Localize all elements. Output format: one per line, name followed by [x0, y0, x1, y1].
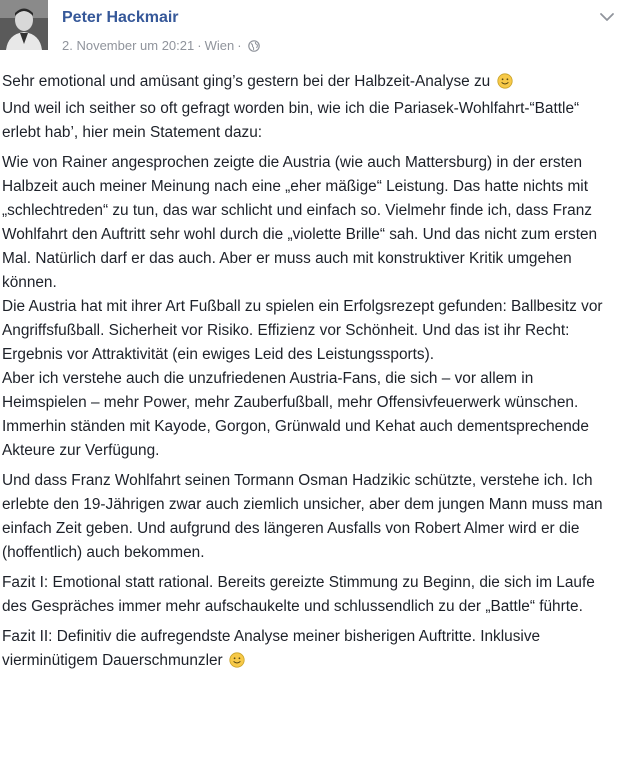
paragraph-text: Sehr emotional und amüsant ging’s gestern bei der Halbzeit-Analyse zu [2, 73, 491, 90]
avatar[interactable] [0, 0, 48, 50]
post-paragraph [2, 151, 616, 295]
post-body [2, 70, 616, 682]
paragraph-text: Und dass Franz Wohlfahrt seinen Tormann Osman Hadzikic schützte, verstehe ich. Ich erlebte den 19-Jährigen zwar auch ziemlich unsicher, aber dem jungen Mann muss man einfach Zeit geben. Und aufgrund des längeren Ausfalls von Robert Almer wird er die (hoffentlich) auch bekommen. [2, 472, 603, 561]
post-header [0, 0, 620, 62]
author-name[interactable]: Peter Hackmair [62, 9, 179, 26]
meta-separator: · [197, 38, 202, 53]
post-paragraph [2, 469, 616, 565]
meta-separator-2: · [237, 38, 242, 53]
paragraph-text: Aber ich verstehe auch die unzufriedenen Austria-Fans, die sich – vor allem in Heimspielen – mehr Power, mehr Zauberfußball, mehr Offensivfeuerwerk wünschen. Immerhin ständen mit Kayode, Gorgon, Grünwald und Kehat auch dementsprechende Akteure zur Verfügung. [2, 370, 589, 459]
post-paragraph [2, 367, 616, 463]
paragraph-text: Fazit II: Definitiv die aufregendste Analyse meiner bisherigen Auftritte. Inklusive vierminütigem Dauerschmunzler [2, 628, 541, 669]
paragraph-text-2: Und weil ich seither so oft gefragt worden bin, wie ich die Pariasek-Wohlfahrt-“Battle“ erlebt hab’, hier mein Statement dazu: [2, 100, 580, 141]
paragraph-text: Die Austria hat mit ihrer Art Fußball zu spielen ein Erfolgsrezept gefunden: Ballbesitz vor Angriffsfußball. Sicherheit vor Risiko. Effizienz vor Schönheit. Und das ist ihr Recht: Ergebnis vor Attraktivität (ein ewiges Leid des Leistungssports). [2, 298, 603, 363]
post-paragraph [2, 70, 616, 145]
smiley-icon [229, 652, 245, 676]
paragraph-text: Fazit I: Emotional statt rational. Bereits gereizte Stimmung zu Beginn, die sich im Laufe des Gespräches immer mehr aufschaukelte und schlussendlich zu der „Battle“ führte. [2, 574, 595, 615]
globe-icon[interactable] [248, 40, 260, 55]
post-timestamp[interactable]: 2. November um 20:21 [62, 38, 195, 53]
post-location[interactable]: Wien [204, 38, 235, 53]
smiley-icon [497, 73, 513, 97]
chevron-down-icon[interactable] [598, 10, 616, 24]
post-meta [62, 38, 260, 55]
post-paragraph [2, 625, 616, 676]
post-paragraph [2, 295, 616, 367]
paragraph-text: Wie von Rainer angesprochen zeigte die Austria (wie auch Mattersburg) in der ersten Halbzeit auch meiner Meinung nach eine „eher mäßige“ Leistung. Das hatte nichts mit „schlechtreden“ zu tun, das war schlicht und einfach so. Vielmehr finde ich, dass Franz Wohlfahrt den Auftritt sehr wohl durch die „violette Brille“ sah. Und das nicht zum ersten Mal. Natürlich darf er das auch. Aber er muss auch mit konstruktiver Kritik umgehen können. [2, 154, 598, 291]
post-paragraph [2, 571, 616, 619]
